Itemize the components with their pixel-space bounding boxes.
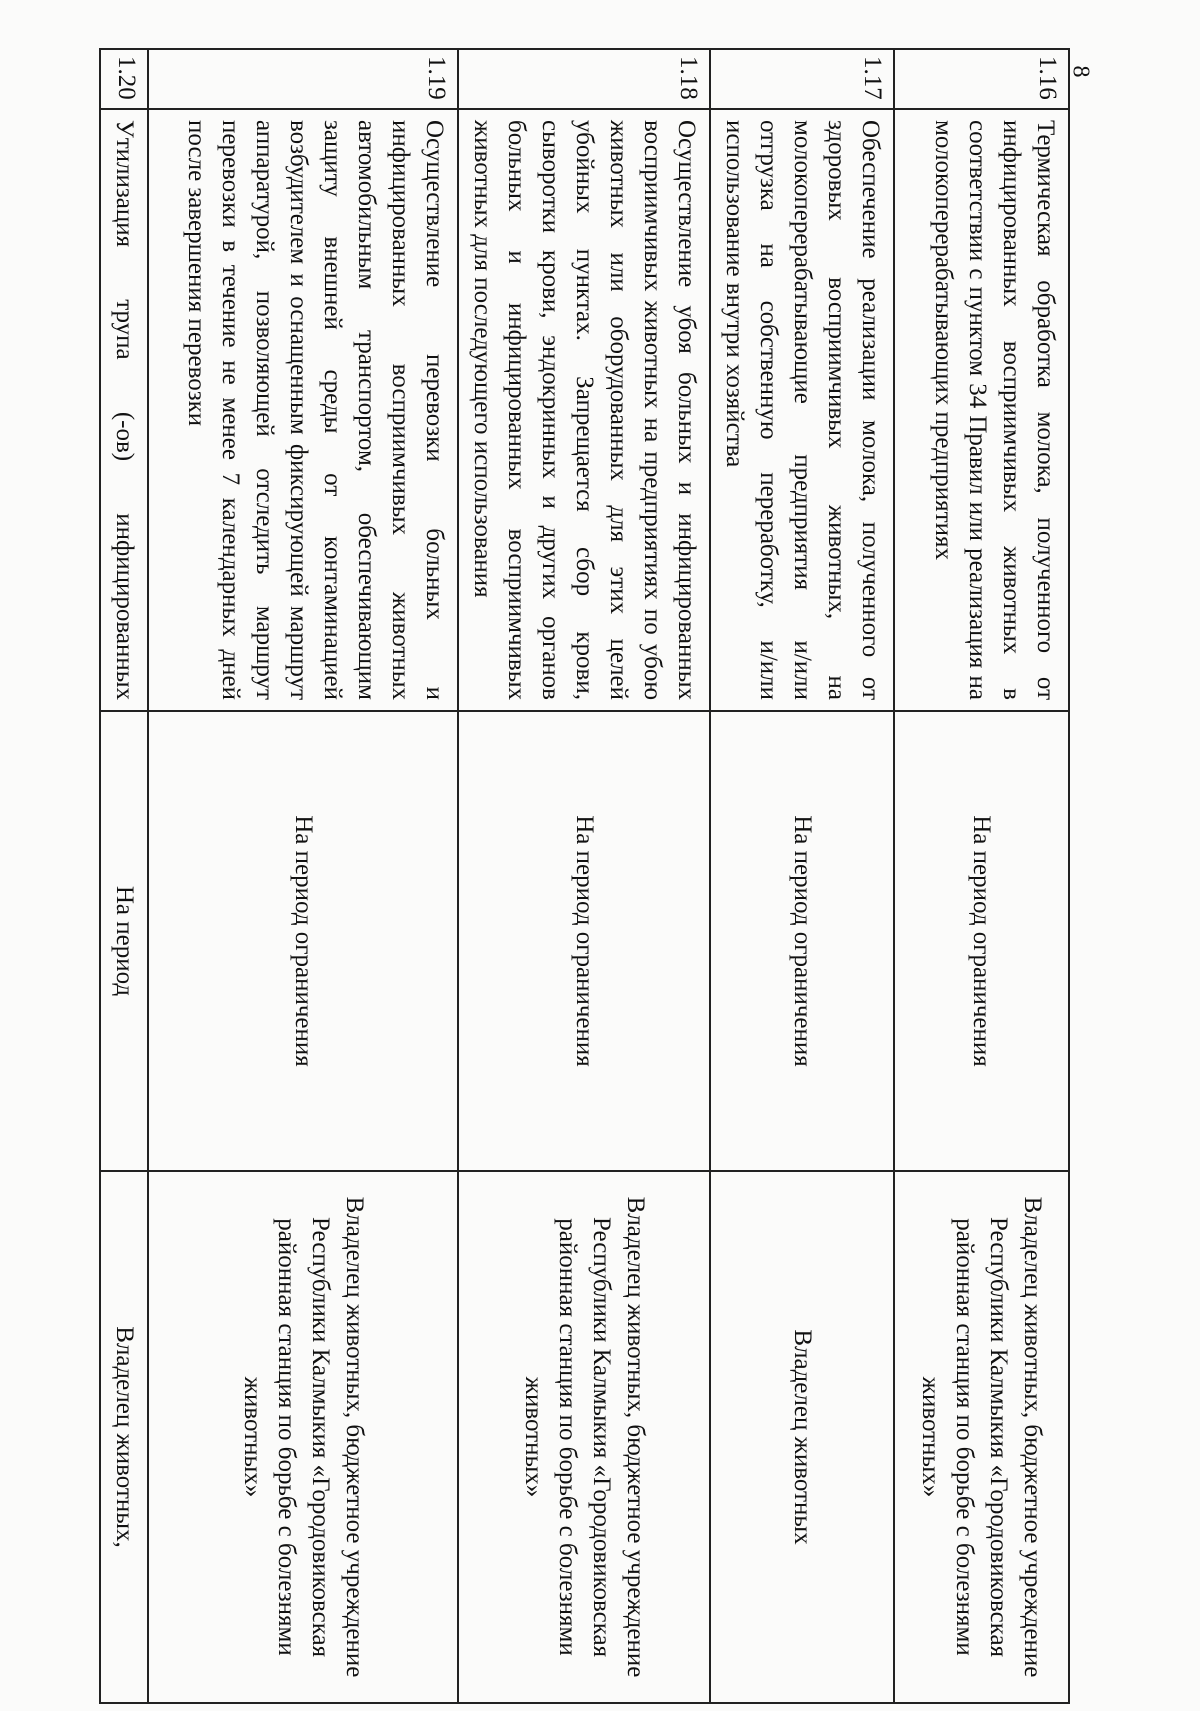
row-number: 1.18 [458,49,710,109]
period-cell: На период ограничения [710,711,894,1171]
table-row [148,49,458,1703]
responsible-cell: Владелец животных, [100,1171,148,1703]
action-cell: Утилизация трупа (-ов) инфицированных [100,109,148,711]
row-number: 1.17 [710,49,894,109]
row-number: 1.19 [148,49,458,109]
responsible-cell: Владелец животных, бюджетное учреждение Республики Калмыкия «Городовиковская районная станция по борьбе с болезнями животных» [148,1171,458,1703]
responsible-cell: Владелец животных, бюджетное учреждение Республики Калмыкия «Городовиковская районная станция по борьбе с болезнями животных» [894,1171,1069,1703]
row-number: 1.16 [894,49,1069,109]
responsible-cell: Владелец животных, бюджетное учреждение Республики Калмыкия «Городовиковская районная станция по борьбе с болезнями животных» [458,1171,710,1703]
table-row [100,49,148,1703]
page-number: 8 [1067,65,1094,78]
row-number: 1.20 [100,49,148,109]
action-cell: Термическая обработка молока, полученного от инфицированных восприимчивых животных в соответствии с пунктом 34 Правил или реализация на молокоперерабатывающих предприятиях [894,109,1069,711]
table-row [710,49,894,1703]
period-cell: На период ограничения [894,711,1069,1171]
rotated-table-wrapper [111,48,1070,1704]
table-row [894,49,1069,1703]
action-cell: Осуществление перевозки больных и инфицированных восприимчивых животных автомобильным транспортом, обеспечивающим защиту внешней среды от контаминацией возбудителем и оснащенным фиксирующей маршрут аппаратурой, позволяющей отследить маршрут перевозки в течение не менее 7 календарных дней после завершения перевозки [148,109,458,711]
period-cell: На период ограничения [458,711,710,1171]
period-cell: На период [100,711,148,1171]
period-cell: На период ограничения [148,711,458,1171]
table-row [458,49,710,1703]
action-cell: Обеспечение реализации молока, полученного от здоровых восприимчивых животных, на молокоперерабатывающие предприятия и/или отгрузка на собственную переработку, и/или использование внутри хозяйства [710,109,894,711]
action-cell: Осуществление убоя больных и инфицированных восприимчивых животных на предприятиях по убою животных или оборудованных для этих целей убойных пунктах. Запрещается сбор крови, сыворотки крови, эндокринных и других органов больных и инфицированных восприимчивых животных для последующего использования [458,109,710,711]
measures-table [99,48,1070,1704]
responsible-cell: Владелец животных [710,1171,894,1703]
